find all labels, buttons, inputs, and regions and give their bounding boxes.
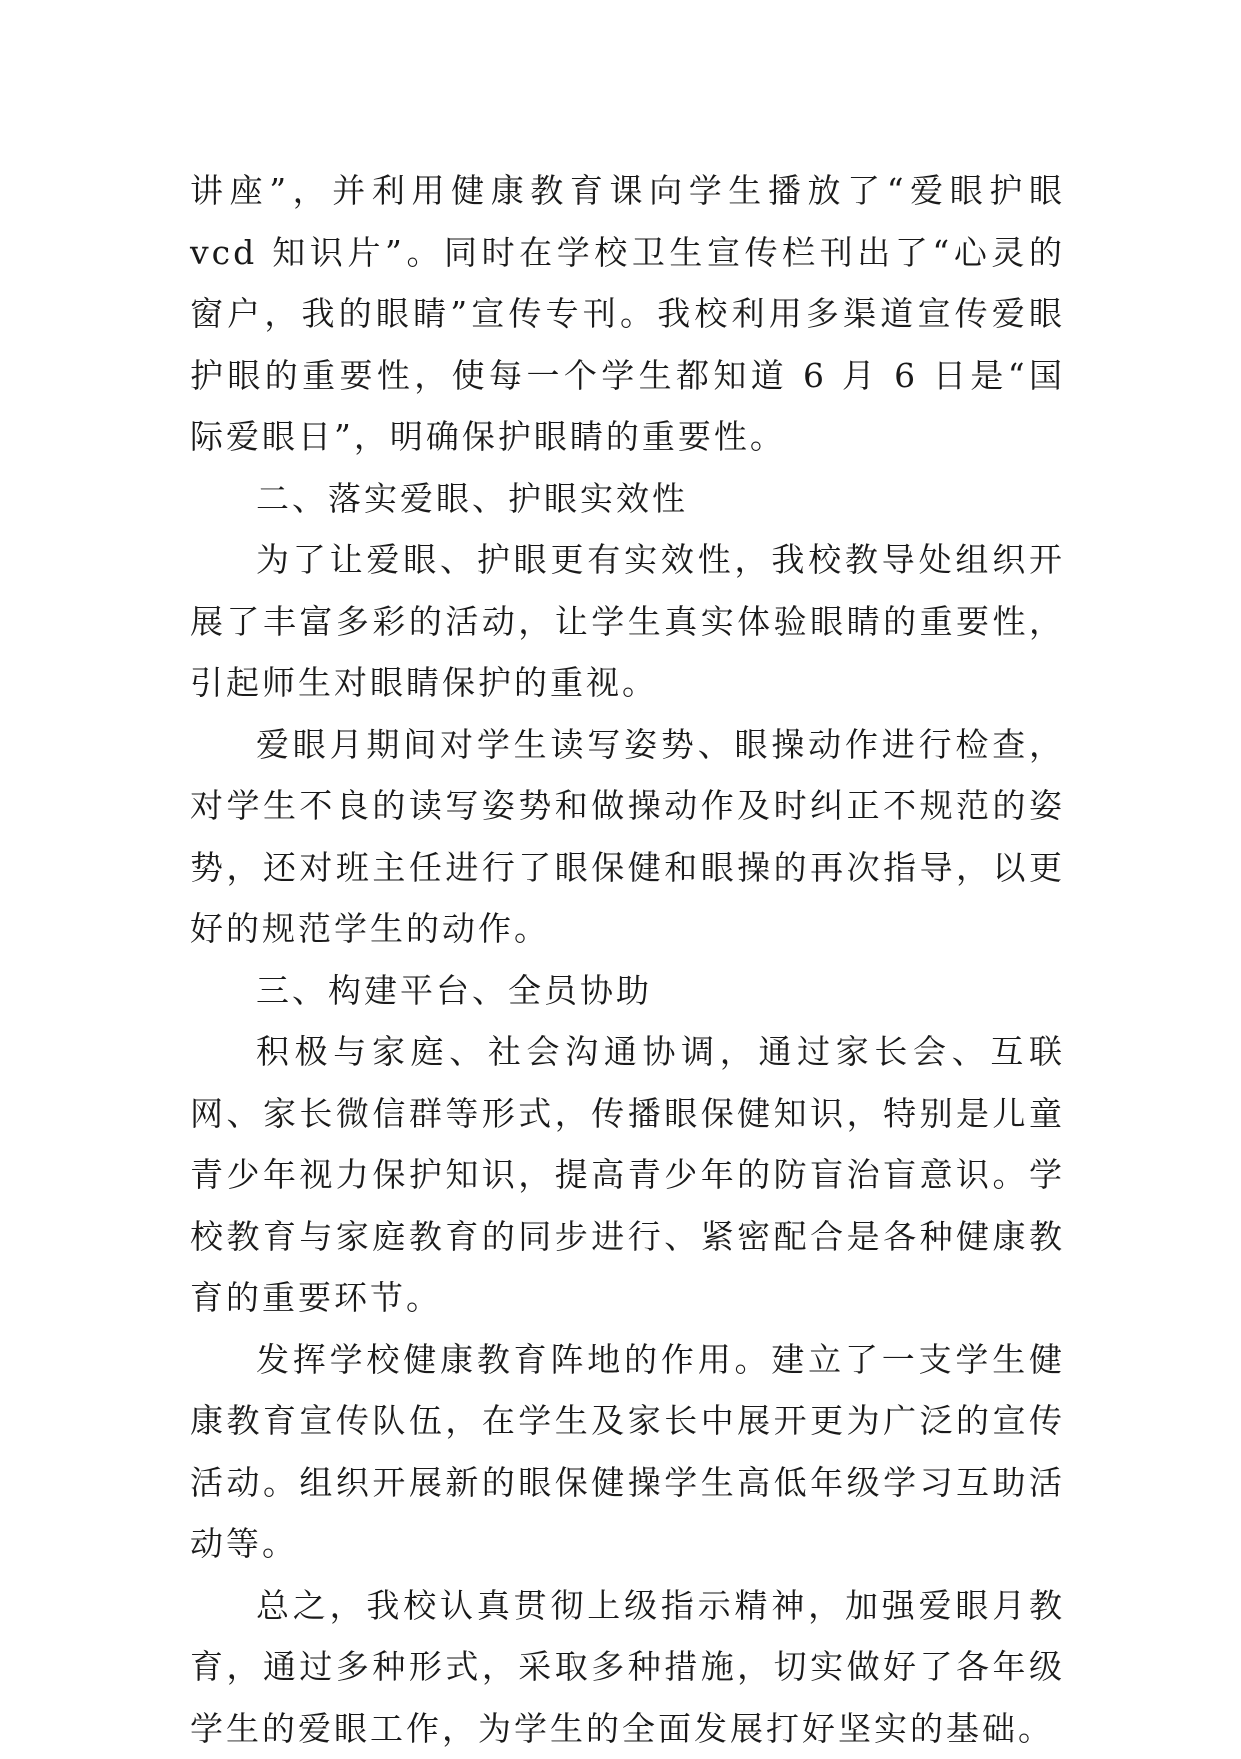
paragraph-5: 发挥学校健康教育阵地的作用。建立了一支学生健康教育宣传队伍，在学生及家长中展开更为广泛的宣传活动。组织开展新的眼保健操学生高低年级学习互助活动等。 xyxy=(190,1329,1065,1575)
section-heading-3: 三、构建平台、全员协助 xyxy=(190,960,1065,1022)
paragraph-4: 积极与家庭、社会沟通协调，通过家长会、互联网、家长微信群等形式，传播眼保健知识，特别是儿童青少年视力保护知识，提高青少年的防盲治盲意识。学校教育与家庭教育的同步进行、紧密配合是各种健康教育的重要环节。 xyxy=(190,1021,1065,1329)
paragraph-1: 讲座”，并利用健康教育课向学生播放了“爱眼护眼 vcd 知识片”。同时在学校卫生宣传栏刊出了“心灵的窗户，我的眼睛”宣传专刊。我校利用多渠道宣传爱眼护眼的重要性，使每一个学生都知道 6 月 6 日是“国际爱眼日”，明确保护眼睛的重要性。 xyxy=(190,160,1065,468)
paragraph-3: 爱眼月期间对学生读写姿势、眼操动作进行检查，对学生不良的读写姿势和做操动作及时纠正不规范的姿势，还对班主任进行了眼保健和眼操的再次指导，以更好的规范学生的动作。 xyxy=(190,714,1065,960)
section-heading-2: 二、落实爱眼、护眼实效性 xyxy=(190,468,1065,530)
paragraph-6: 总之，我校认真贯彻上级指示精神，加强爱眼月教育，通过多种形式，采取多种措施，切实做好了各年级学生的爱眼工作，为学生的全面发展打好坚实的基础。 xyxy=(190,1575,1065,1759)
document-body xyxy=(190,160,1065,1759)
paragraph-2: 为了让爱眼、护眼更有实效性，我校教导处组织开展了丰富多彩的活动，让学生真实体验眼睛的重要性，引起师生对眼睛保护的重视。 xyxy=(190,529,1065,714)
